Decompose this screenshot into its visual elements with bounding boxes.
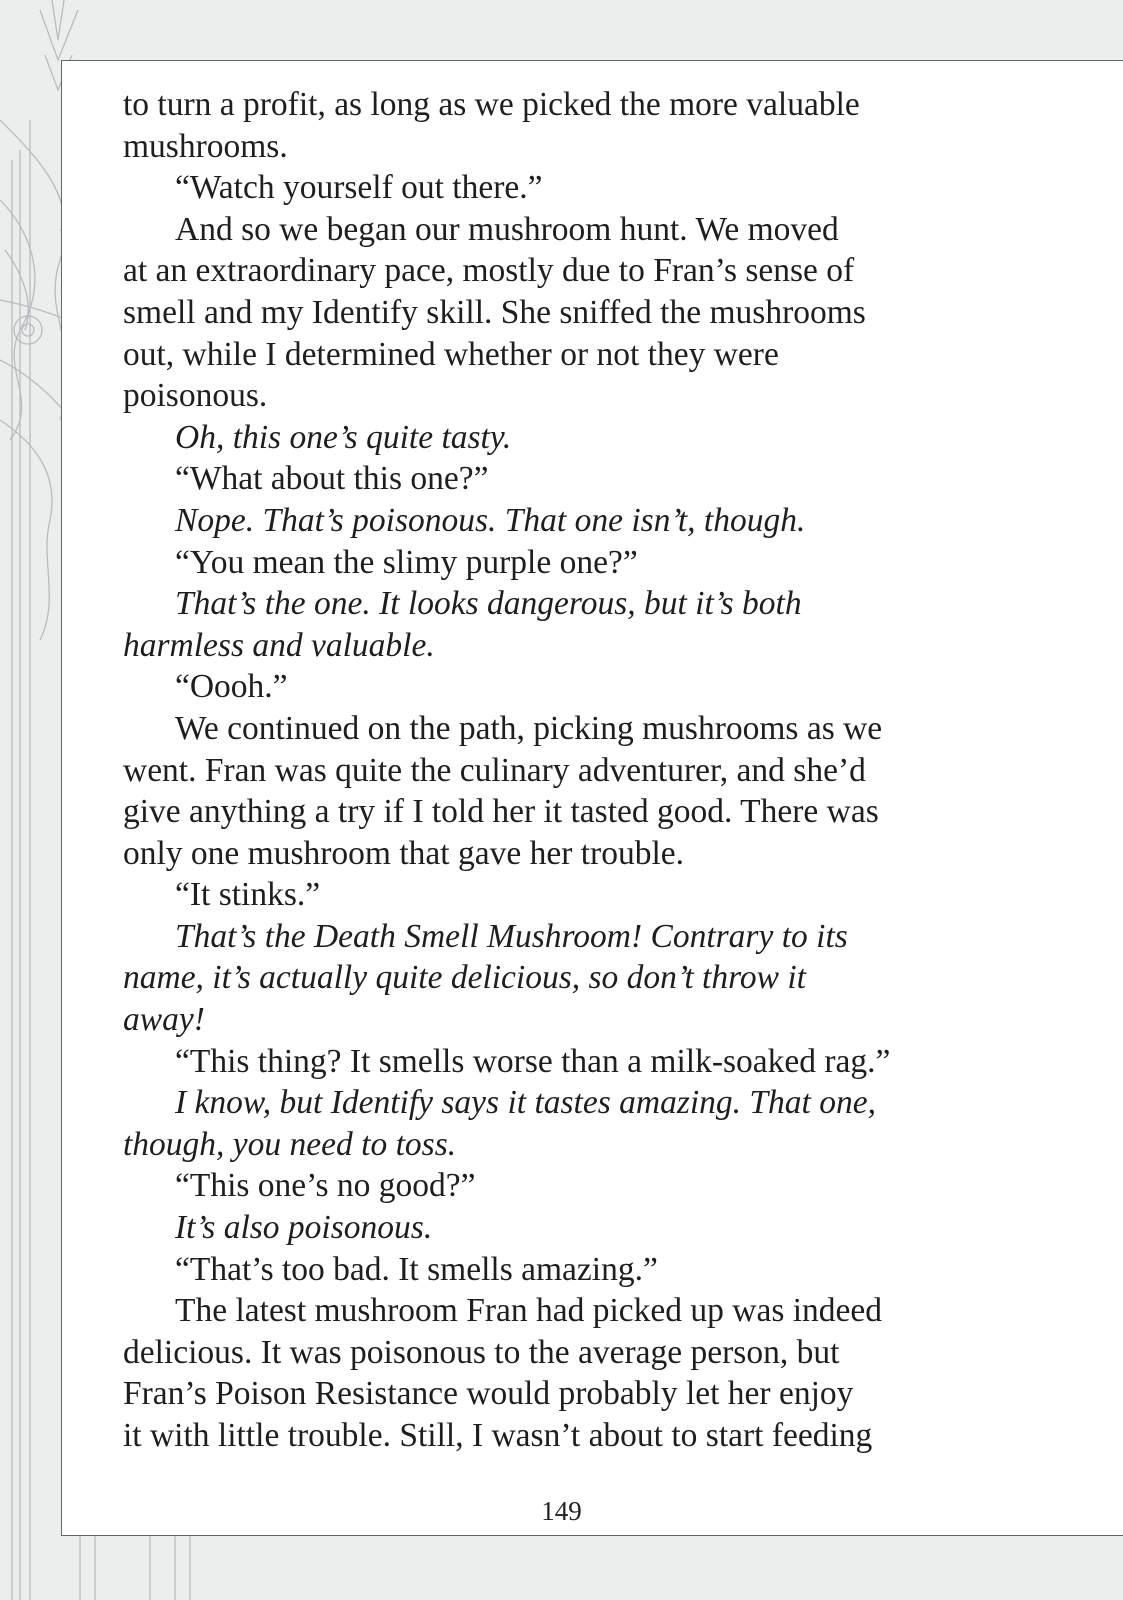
text-line-italic: That’s the Death Smell Mushroom! Contrary to its — [175, 917, 848, 955]
text-line: “Oooh.” — [175, 668, 288, 706]
text-line: it with little trouble. Still, I wasn’t about to start feeding — [123, 1417, 873, 1454]
text-line: at an extraordinary pace, mostly due to Fran’s sense of — [123, 252, 855, 290]
page-text — [123, 84, 983, 1457]
text-line: mushrooms. — [123, 127, 288, 165]
text-line: And so we began our mushroom hunt. We moved — [175, 210, 839, 248]
text-line-italic: Nope. That’s poisonous. That one isn’t, though. — [175, 501, 806, 539]
text-line: “It stinks.” — [175, 876, 321, 914]
text-line: to turn a profit, as long as we picked the more valuable — [123, 86, 860, 123]
text-line-italic: It’s also poisonous. — [175, 1209, 433, 1247]
text-line: smell and my Identify skill. She sniffed the mushrooms — [123, 293, 866, 331]
text-line: “Watch yourself out there.” — [175, 169, 543, 207]
page-number: 149 — [541, 1496, 582, 1526]
text-line: We continued on the path, picking mushrooms as we — [175, 709, 883, 747]
text-line-italic: away! — [123, 1001, 205, 1039]
text-line: out, while I determined whether or not they were — [123, 335, 779, 373]
text-line: “What about this one?” — [175, 460, 489, 498]
text-line-italic: though, you need to toss. — [123, 1125, 457, 1163]
text-line-italic: Oh, this one’s quite tasty. — [175, 418, 512, 456]
text-line: “That’s too bad. It smells amazing.” — [175, 1250, 658, 1288]
text-line-italic: name, it’s actually quite delicious, so don’t throw it — [123, 959, 806, 997]
text-line-italic: harmless and valuable. — [123, 626, 435, 664]
text-line-italic: I know, but Identify says it tastes amazing. That one, — [175, 1084, 876, 1122]
text-line: The latest mushroom Fran had picked up was indeed — [175, 1292, 883, 1330]
text-line: only one mushroom that gave her trouble. — [123, 834, 684, 872]
text-line: delicious. It was poisonous to the average person, but — [123, 1333, 840, 1371]
text-line: poisonous. — [123, 377, 268, 415]
text-line: give anything a try if I told her it tasted good. There was — [123, 793, 879, 831]
text-line-italic: That’s the one. It looks dangerous, but it’s both — [175, 585, 802, 623]
text-line: went. Fran was quite the culinary adventurer, and she’d — [123, 751, 866, 789]
text-line: “This one’s no good?” — [175, 1167, 476, 1205]
text-line: “This thing? It smells worse than a milk-soaked rag.” — [175, 1042, 891, 1080]
text-line: “You mean the slimy purple one?” — [175, 543, 638, 581]
text-line: Fran’s Poison Resistance would probably let her enjoy — [123, 1375, 854, 1413]
